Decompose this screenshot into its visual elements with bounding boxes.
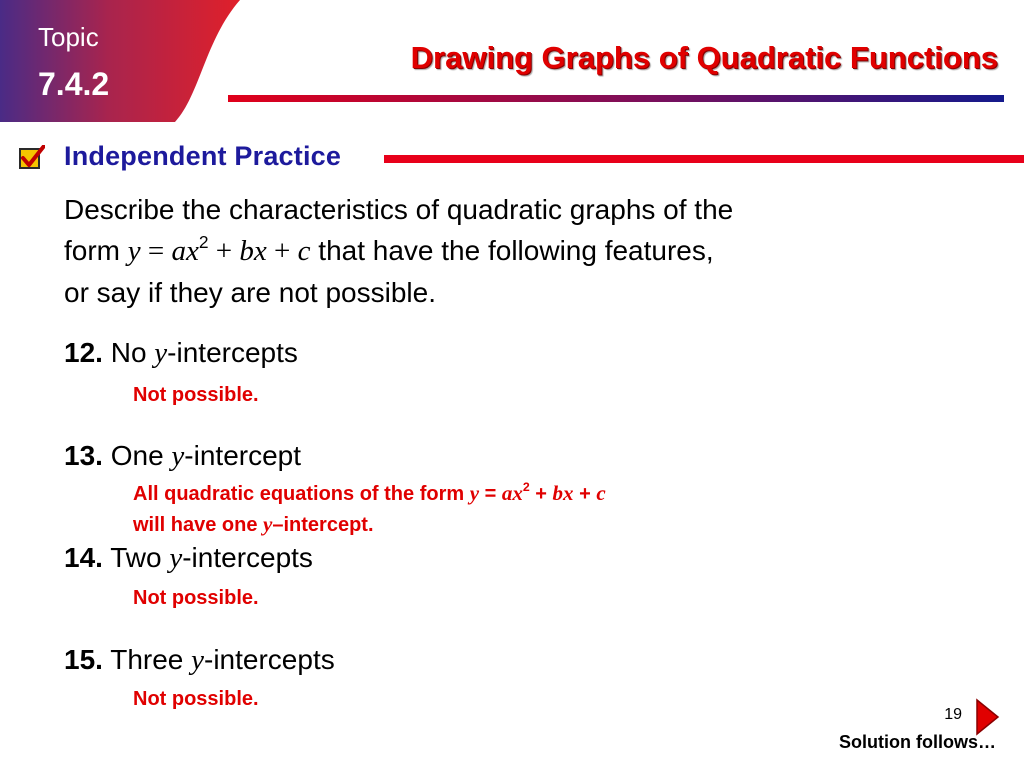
- answer-12: Not possible.: [133, 384, 259, 406]
- question-15: 15. Three y-intercepts: [64, 644, 335, 676]
- topic-number: 7.4.2: [38, 66, 110, 102]
- question-13: 13. One y-intercept: [64, 440, 302, 472]
- slide-title: Drawing Graphs of Quadratic Functions: [410, 40, 998, 75]
- title-underline: [228, 95, 1004, 102]
- question-12: 12. No y-intercepts: [64, 337, 298, 369]
- section-heading: Independent Practice: [64, 141, 342, 171]
- answer-13-line-2: will have one y–intercept.: [133, 512, 374, 536]
- topic-label: Topic: [38, 22, 99, 52]
- intro-line-3: or say if they are not possible.: [64, 277, 436, 308]
- question-14: 14. Two y-intercepts: [64, 542, 313, 574]
- answer-14: Not possible.: [133, 587, 259, 609]
- page-number: 19: [944, 706, 962, 723]
- checkbox-checked-icon: [19, 145, 45, 171]
- solution-follows-label: Solution follows…: [839, 732, 996, 752]
- answer-13-line-1: All quadratic equations of the form $y = ax^2$ + bx + c: [133, 480, 606, 505]
- next-arrow-icon[interactable]: [974, 698, 1000, 736]
- answer-15: Not possible.: [133, 688, 259, 710]
- intro-line-1: Describe the characteristics of quadratic graphs of the: [64, 194, 734, 225]
- section-divider: [384, 155, 1024, 163]
- intro-line-2: form $y = ax^2$ + bx + c that have the following features,: [64, 231, 714, 267]
